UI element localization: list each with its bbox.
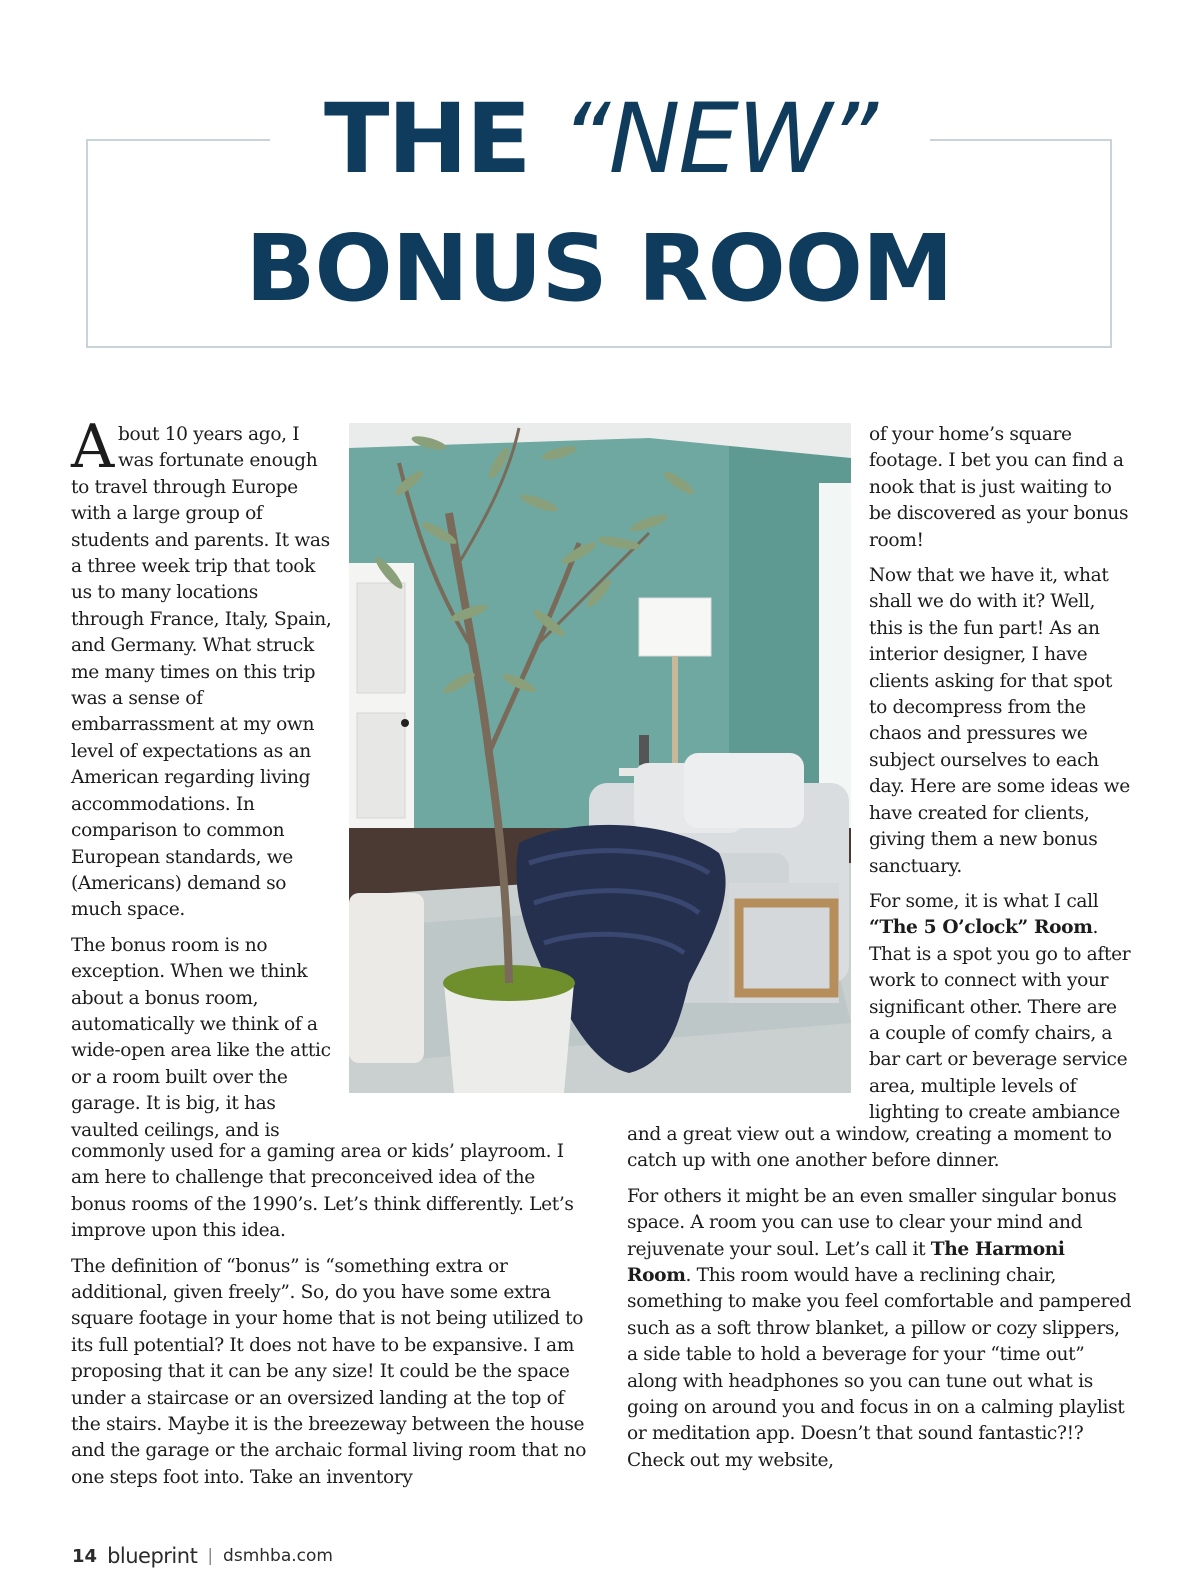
page-number: 14 xyxy=(72,1545,98,1567)
p3-bold: “The 5 O’clock” Room xyxy=(869,917,1093,939)
website-link[interactable]: dsmhba.com xyxy=(223,1546,333,1566)
paragraph-harmoni xyxy=(627,1184,1132,1474)
title-new: “NEW” xyxy=(560,83,876,195)
title-line-1 xyxy=(270,84,930,194)
paragraph-5-oclock xyxy=(869,889,1131,1127)
footer-separator: | xyxy=(207,1546,214,1566)
p3-pre: For some, it is what I call xyxy=(869,890,1099,912)
p3-post: . That is a spot you go to after work to connect with your significant other. There are a couple of comfy chairs, a bar cart or beverage service area, multiple levels of lighting to create ambiance xyxy=(869,917,1131,1124)
p2-post: . This room would have a reclining chair, something to make you feel comfortable and pampered such as a soft throw blanket, a pillow or cozy slippers, a side table to hold a beverage for your “time out” along with headphones so you can tune out what is going on around you and focus in on a calming playlist or meditation app. Doesn’t that sound fantastic?!? Check out my website, xyxy=(627,1265,1132,1471)
title-the: THE xyxy=(324,83,530,195)
paragraph-definition: The definition of “bonus” is “something extra or additional, given freely”. So, do you have some extra square footage in your home that is not being utilized to its full potential? It does not have to be expansive. I am proposing that it can be any size! It could be the space under a staircase or an oversized landing at the top of the stairs. Maybe it is the breezeway between the house and the garage or the archaic formal living room that no one steps foot into. Take an inventory xyxy=(71,1255,587,1488)
brand-logo: blueprint xyxy=(107,1544,198,1568)
p2-bold: The Harmoni Room xyxy=(627,1238,1065,1287)
article-photo xyxy=(349,423,851,1093)
column-3 xyxy=(869,422,1131,1136)
column-2-lower xyxy=(627,1122,1132,1483)
paragraph-intro-text: bout 10 years ago, I was fortunate enough to travel through Europe with a large group of students and parents. It was a three week trip that took us to many locations through France, Italy, Spain, and Germany. What struck me many times on this trip was a sense of embarrassment at my own level of expectations as an American regarding living accommodations. In comparison to common European standards, we (Americans) demand so much space. xyxy=(71,424,332,921)
paragraph-dinner: and a great view out a window, creating a moment to catch up with one another before dinner. xyxy=(627,1124,1112,1172)
p2-pre: For others it might be an even smaller singular bonus space. A room you can use to clear your mind and rejuvenate your soul. Let’s call it xyxy=(627,1185,1117,1260)
column-1 xyxy=(71,412,333,1153)
title-line-2: BONUS ROOM xyxy=(245,215,953,322)
drop-cap: A xyxy=(71,412,114,482)
page-footer xyxy=(72,1540,333,1572)
paragraph-fun-part: Now that we have it, what shall we do with it? Well, this is the fun part! As an interior designer, I have clients asking for that spot to decompress from the chaos and pressures we subject ourselves to each day. Here are some ideas we have created for clients, giving them a new bonus sanctuary. xyxy=(869,565,1130,877)
photo-illustration xyxy=(349,423,851,1093)
paragraph-challenge: commonly used for a gaming area or kids’ playroom. I am here to challenge that preconceived idea of the bonus rooms of the 1990’s. Let’s think differently. Let’s improve upon this idea. xyxy=(71,1141,574,1242)
column-1-continued xyxy=(71,1139,591,1500)
paragraph-square-footage: of your home’s square footage. I bet you can find a nook that is just waiting to be discovered as your bonus room! xyxy=(869,424,1129,551)
paragraph-bonus-room: The bonus room is no exception. When we think about a bonus room, automatically we think of a wide-open area like the attic or a room built over the garage. It is big, it has vaulted ceilings, and is xyxy=(71,934,331,1141)
paragraph-intro xyxy=(71,412,333,924)
